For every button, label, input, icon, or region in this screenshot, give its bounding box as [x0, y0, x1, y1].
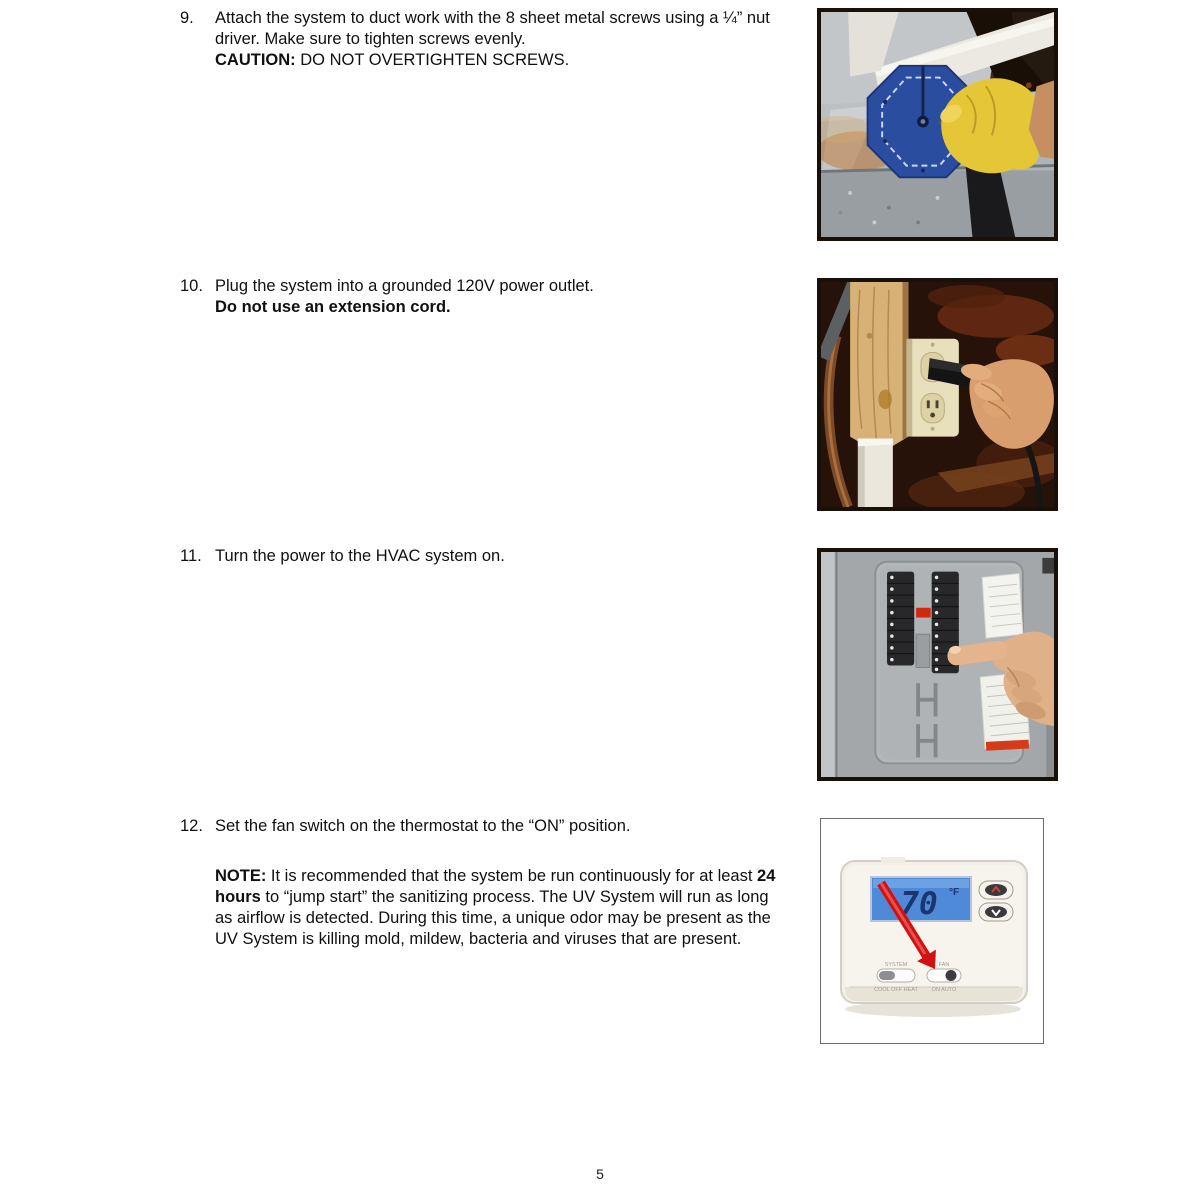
step-9-number: 9. — [180, 9, 194, 27]
caution-label: CAUTION: — [215, 51, 296, 69]
step-12-number: 12. — [180, 817, 203, 835]
thermostat-illustration — [821, 819, 1043, 1043]
step-12-text: Set the fan switch on the thermostat to the “ON” position. — [215, 817, 631, 835]
step-12-photo — [820, 818, 1044, 1044]
fan-switch-label: FAN — [938, 962, 950, 968]
step-9-caution — [215, 50, 795, 71]
step-10 — [180, 276, 805, 318]
step-10-text: Plug the system into a grounded 120V power outlet. — [215, 277, 594, 295]
step-11-text: Turn the power to the HVAC system on. — [215, 547, 505, 565]
step-9-photo — [817, 8, 1058, 241]
step-11-number: 11. — [180, 547, 202, 565]
fan-switch-positions: ON AUTO — [931, 987, 957, 993]
step-12 — [180, 816, 805, 837]
lcd-unit: °F — [949, 887, 960, 898]
system-switch-positions: COOL OFF HEAT — [874, 987, 918, 993]
note-label: NOTE: — [215, 867, 267, 885]
note-text-1: It is recommended that the system be run continuously for at least — [266, 867, 758, 885]
outlet-plug-illustration — [821, 282, 1054, 507]
lcd-temperature: 70 — [900, 886, 938, 922]
note-text-bold: 24 hours — [215, 867, 776, 906]
step-10-photo — [817, 278, 1058, 511]
system-switch-label: SYSTEM — [884, 962, 908, 968]
page-number: 5 — [596, 1166, 604, 1182]
step-11 — [180, 546, 805, 567]
step-11-photo — [817, 548, 1058, 781]
step-10-number: 10. — [180, 277, 203, 295]
note-text-2: to “jump start” the sanitizing process. The UV System will run as long as airflow is detected. During this time, a unique odor may be present as the UV System is killing mold, mildew, bacteria and viruses that are present. — [215, 888, 771, 948]
duct-install-illustration — [821, 12, 1054, 237]
breaker-panel-illustration — [821, 552, 1054, 777]
step-10-bold-text: Do not use an extension cord. — [215, 298, 451, 316]
step-9-text: Attach the system to duct work with the 8 sheet metal screws using a ¼” nut driver. Make sure to tighten screws evenly. — [215, 9, 770, 48]
note-paragraph — [215, 866, 790, 950]
caution-text: DO NOT OVERTIGHTEN SCREWS. — [295, 51, 570, 69]
step-9 — [180, 8, 805, 71]
